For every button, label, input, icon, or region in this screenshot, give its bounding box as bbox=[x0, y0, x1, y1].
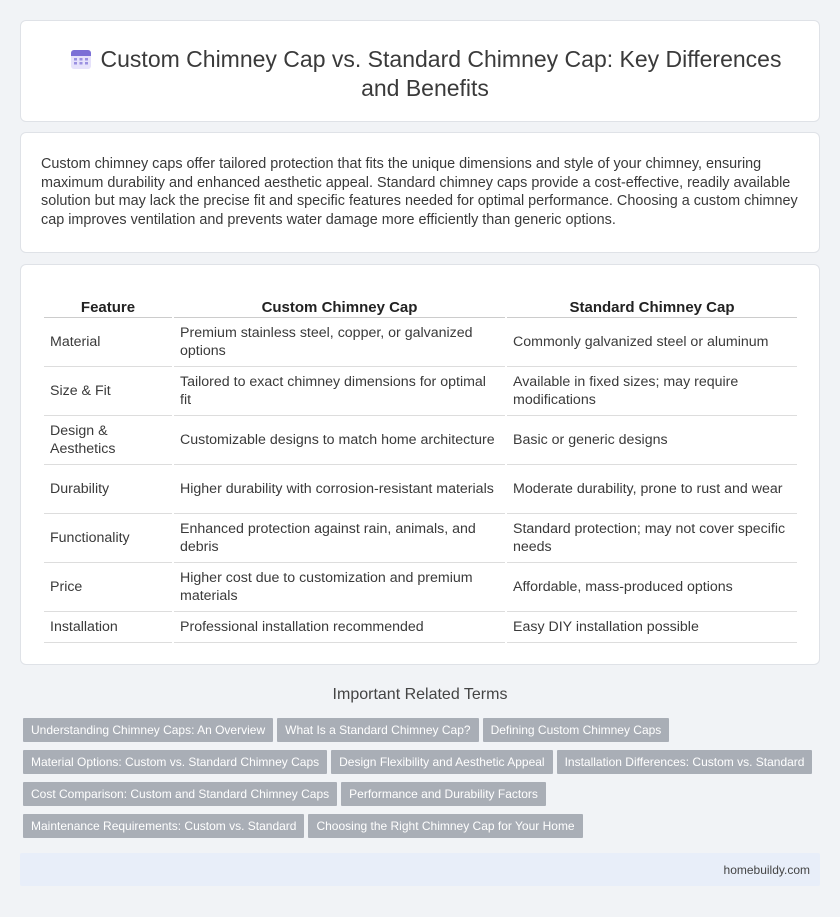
related-term-chip[interactable]: Material Options: Custom vs. Standard Chimney Caps bbox=[23, 750, 327, 774]
table-row bbox=[44, 318, 797, 367]
standard-cell: Affordable, mass-produced options bbox=[507, 563, 797, 612]
related-term-chip[interactable]: Cost Comparison: Custom and Standard Chimney Caps bbox=[23, 782, 337, 806]
custom-cell: Customizable designs to match home architecture bbox=[174, 416, 505, 465]
footer-bar bbox=[20, 853, 820, 886]
custom-cell: Higher durability with corrosion-resistant materials bbox=[174, 465, 505, 514]
comparison-card bbox=[20, 264, 820, 665]
custom-cell: Tailored to exact chimney dimensions for optimal fit bbox=[174, 367, 505, 416]
related-term-chip[interactable]: Understanding Chimney Caps: An Overview bbox=[23, 718, 273, 742]
standard-cell: Standard protection; may not cover specific needs bbox=[507, 514, 797, 563]
feature-cell: Price bbox=[44, 563, 172, 612]
related-term-chip[interactable]: Defining Custom Chimney Caps bbox=[483, 718, 670, 742]
chip-row bbox=[23, 718, 823, 750]
table-row bbox=[44, 612, 797, 643]
related-term-chip[interactable]: Performance and Durability Factors bbox=[341, 782, 546, 806]
chip-row bbox=[23, 814, 823, 846]
custom-cell: Higher cost due to customization and premium materials bbox=[174, 563, 505, 612]
feature-cell: Size & Fit bbox=[44, 367, 172, 416]
standard-cell: Basic or generic designs bbox=[507, 416, 797, 465]
header-custom: Custom Chimney Cap bbox=[174, 298, 505, 318]
related-term-chip[interactable]: Choosing the Right Chimney Cap for Your Home bbox=[308, 814, 582, 838]
feature-cell: Material bbox=[44, 318, 172, 367]
intro-text: Custom chimney caps offer tailored protection that fits the unique dimensions and style of your chimney, ensuring maximum durability and enhanced aesthetic appeal. Standard chimney caps provide a cost-effective, readily available solution but may lack the precise fit and specific features needed for optimal performance. Choosing a custom chimney cap improves ventilation and prevents water damage more efficiently than generic options. bbox=[41, 156, 798, 228]
footer-site-link[interactable]: homebuildy.com bbox=[723, 863, 810, 877]
intro-card bbox=[20, 132, 820, 253]
standard-cell: Commonly galvanized steel or aluminum bbox=[507, 318, 797, 367]
related-term-chip[interactable]: What Is a Standard Chimney Cap? bbox=[277, 718, 478, 742]
page-title: Custom Chimney Cap vs. Standard Chimney Cap: Key Differences and Benefits bbox=[100, 46, 782, 101]
feature-cell: Design & Aesthetics bbox=[44, 416, 172, 465]
related-terms-list bbox=[23, 718, 823, 846]
standard-cell: Moderate durability, prone to rust and wear bbox=[507, 465, 797, 514]
header-card bbox=[20, 20, 820, 122]
related-term-chip[interactable]: Maintenance Requirements: Custom vs. Standard bbox=[23, 814, 304, 838]
standard-cell: Available in fixed sizes; may require modifications bbox=[507, 367, 797, 416]
custom-cell: Premium stainless steel, copper, or galvanized options bbox=[174, 318, 505, 367]
feature-cell: Installation bbox=[44, 612, 172, 643]
chip-row bbox=[23, 782, 823, 814]
custom-cell: Professional installation recommended bbox=[174, 612, 505, 643]
standard-cell: Easy DIY installation possible bbox=[507, 612, 797, 643]
table-row bbox=[44, 416, 797, 465]
calendar-icon bbox=[69, 47, 93, 71]
header-feature: Feature bbox=[44, 298, 172, 318]
table-row bbox=[44, 367, 797, 416]
related-term-chip[interactable]: Design Flexibility and Aesthetic Appeal bbox=[331, 750, 552, 774]
feature-cell: Functionality bbox=[44, 514, 172, 563]
page-title-wrap bbox=[51, 45, 799, 103]
related-term-chip[interactable]: Installation Differences: Custom vs. Standard bbox=[557, 750, 813, 774]
table-row bbox=[44, 514, 797, 563]
feature-cell: Durability bbox=[44, 465, 172, 514]
comparison-table bbox=[42, 298, 799, 643]
header-standard: Standard Chimney Cap bbox=[507, 298, 797, 318]
custom-cell: Enhanced protection against rain, animals, and debris bbox=[174, 514, 505, 563]
table-row bbox=[44, 563, 797, 612]
table-row bbox=[44, 465, 797, 514]
table-header-row bbox=[44, 298, 797, 318]
related-terms-title: Important Related Terms bbox=[332, 686, 508, 703]
chip-row bbox=[23, 750, 823, 782]
